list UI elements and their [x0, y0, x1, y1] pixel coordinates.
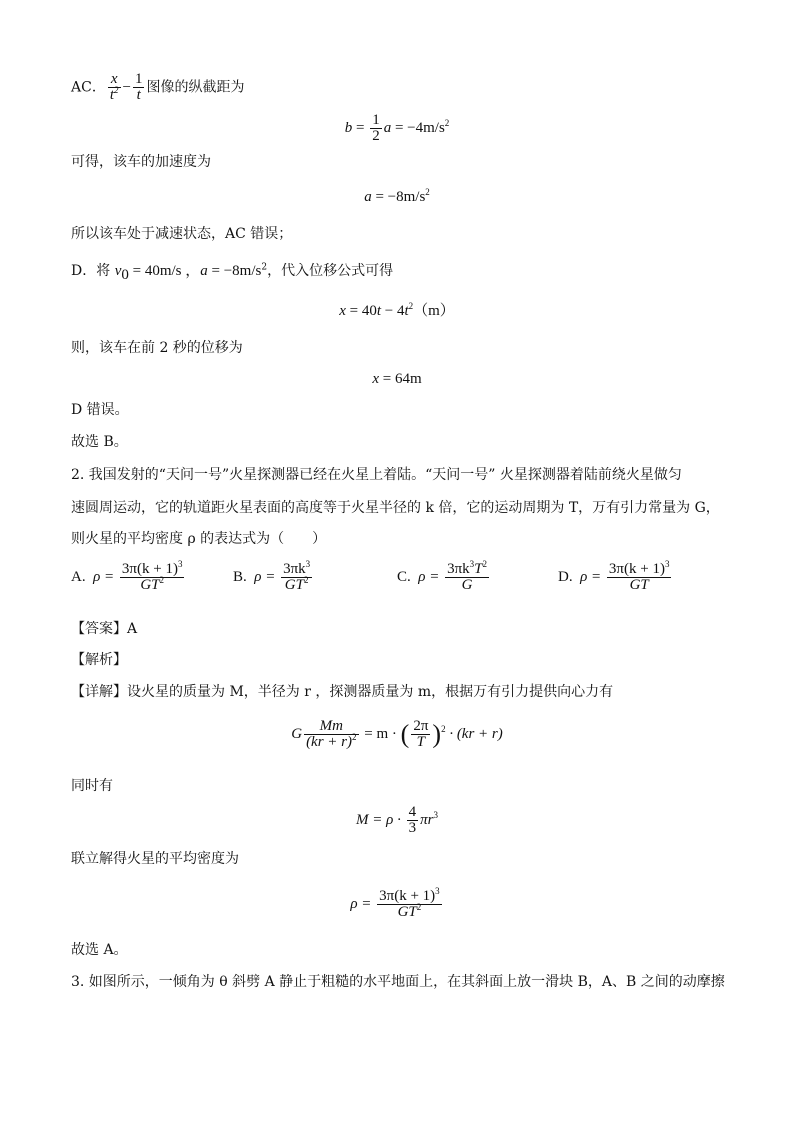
equation-a: $a = -8m/s^2$ [364, 187, 430, 205]
paragraph-ac-wrong: 所以该车处于减速状态，AC 错误； [71, 226, 293, 242]
paragraph-acceleration: 可得，该车的加速度为 [71, 154, 211, 170]
paragraph-ac-intro: AC． $\frac{x}{t^2}$ − $\frac{1}{t}$ 图像的纵截距为 [71, 71, 245, 103]
equation-gravitation: G $\frac{Mm}{(kr + r)^2}$ = m · ( $\frac{2\pi}{T}$ )$^2$ · (kr + r) [291, 718, 503, 751]
question-2-line-1: 2. 我国发射的“天问一号”火星探测器已经在火星上着陆。“天问一号” 火星探测器着陆前绕火星做匀 [71, 467, 682, 483]
equation-displacement: $x = 40t - 4t^2(m)$ [339, 301, 455, 319]
equation-x-64: x = 64m [372, 371, 422, 387]
option-b: B. ρ = $\frac{3\pi k^3}{GT^2}$ [233, 559, 311, 593]
equation-mass: M = ρ · $\frac{4}{3}$ $\pi r^3$ [356, 804, 438, 837]
fraction-x-over-t2: $\frac{x}{t^2}$ [109, 71, 119, 103]
fraction-1-over-t: $\frac{1}{t}$ [134, 71, 143, 103]
equation-density: ρ = $\frac{3\pi(k + 1)^3}{GT^2}$ [350, 886, 440, 921]
fraction-half: $\frac{1}{2}$ [372, 112, 380, 145]
detail-paragraph: 【详解】设火星的质量为 M，半径为 r ，探测器质量为 m，根据万有引力提供向心力有 [71, 684, 614, 700]
question-2-line-3: 则火星的平均密度 ρ 的表达式为（ ） [71, 531, 327, 547]
question-2-line-2: 速圆周运动，它的轨道距火星表面的高度等于火星半径的 k 倍，它的运动周期为 T，万有引力常量为 G， [71, 500, 720, 516]
analysis-heading: 【解析】 [71, 652, 127, 668]
fraction-mm: $\frac{Mm}{(kr + r)^2}$ [306, 718, 357, 751]
paragraph-solve: 联立解得火星的平均密度为 [71, 851, 239, 867]
equation-b: b = $\frac{1}{2}$ $a = -4m/s^2$ [344, 112, 450, 145]
option-d: D. ρ = $\frac{3\pi(k + 1)^3}{GT}$ [558, 559, 670, 593]
paragraph-d-wrong: D 错误。 [71, 402, 129, 418]
option-c: C. ρ = $\frac{3\pi k^3T^2}{G}$ [397, 559, 488, 593]
answer-line: 【答案】A [71, 621, 138, 637]
paragraph-choose-a: 故选 A。 [71, 942, 128, 958]
paragraph-also: 同时有 [71, 778, 113, 794]
question-3-line-1: 3. 如图所示，一倾角为 θ 斜劈 A 静止于粗糙的水平地面上，在其斜面上放一滑块 B，A、B 之间的动摩擦 [71, 974, 725, 990]
option-a: A. ρ = $\frac{3\pi(k + 1)^3}{GT^2}$ [71, 559, 183, 593]
paragraph-choose-b: 故选 B。 [71, 434, 128, 450]
paragraph-d-substitute: D．将 $v_0 = 40m/s$ ，$a = -8m/s^2$，代入位移公式可得 [71, 262, 394, 283]
paragraph-two-seconds: 则，该车在前 2 秒的位移为 [71, 340, 243, 356]
